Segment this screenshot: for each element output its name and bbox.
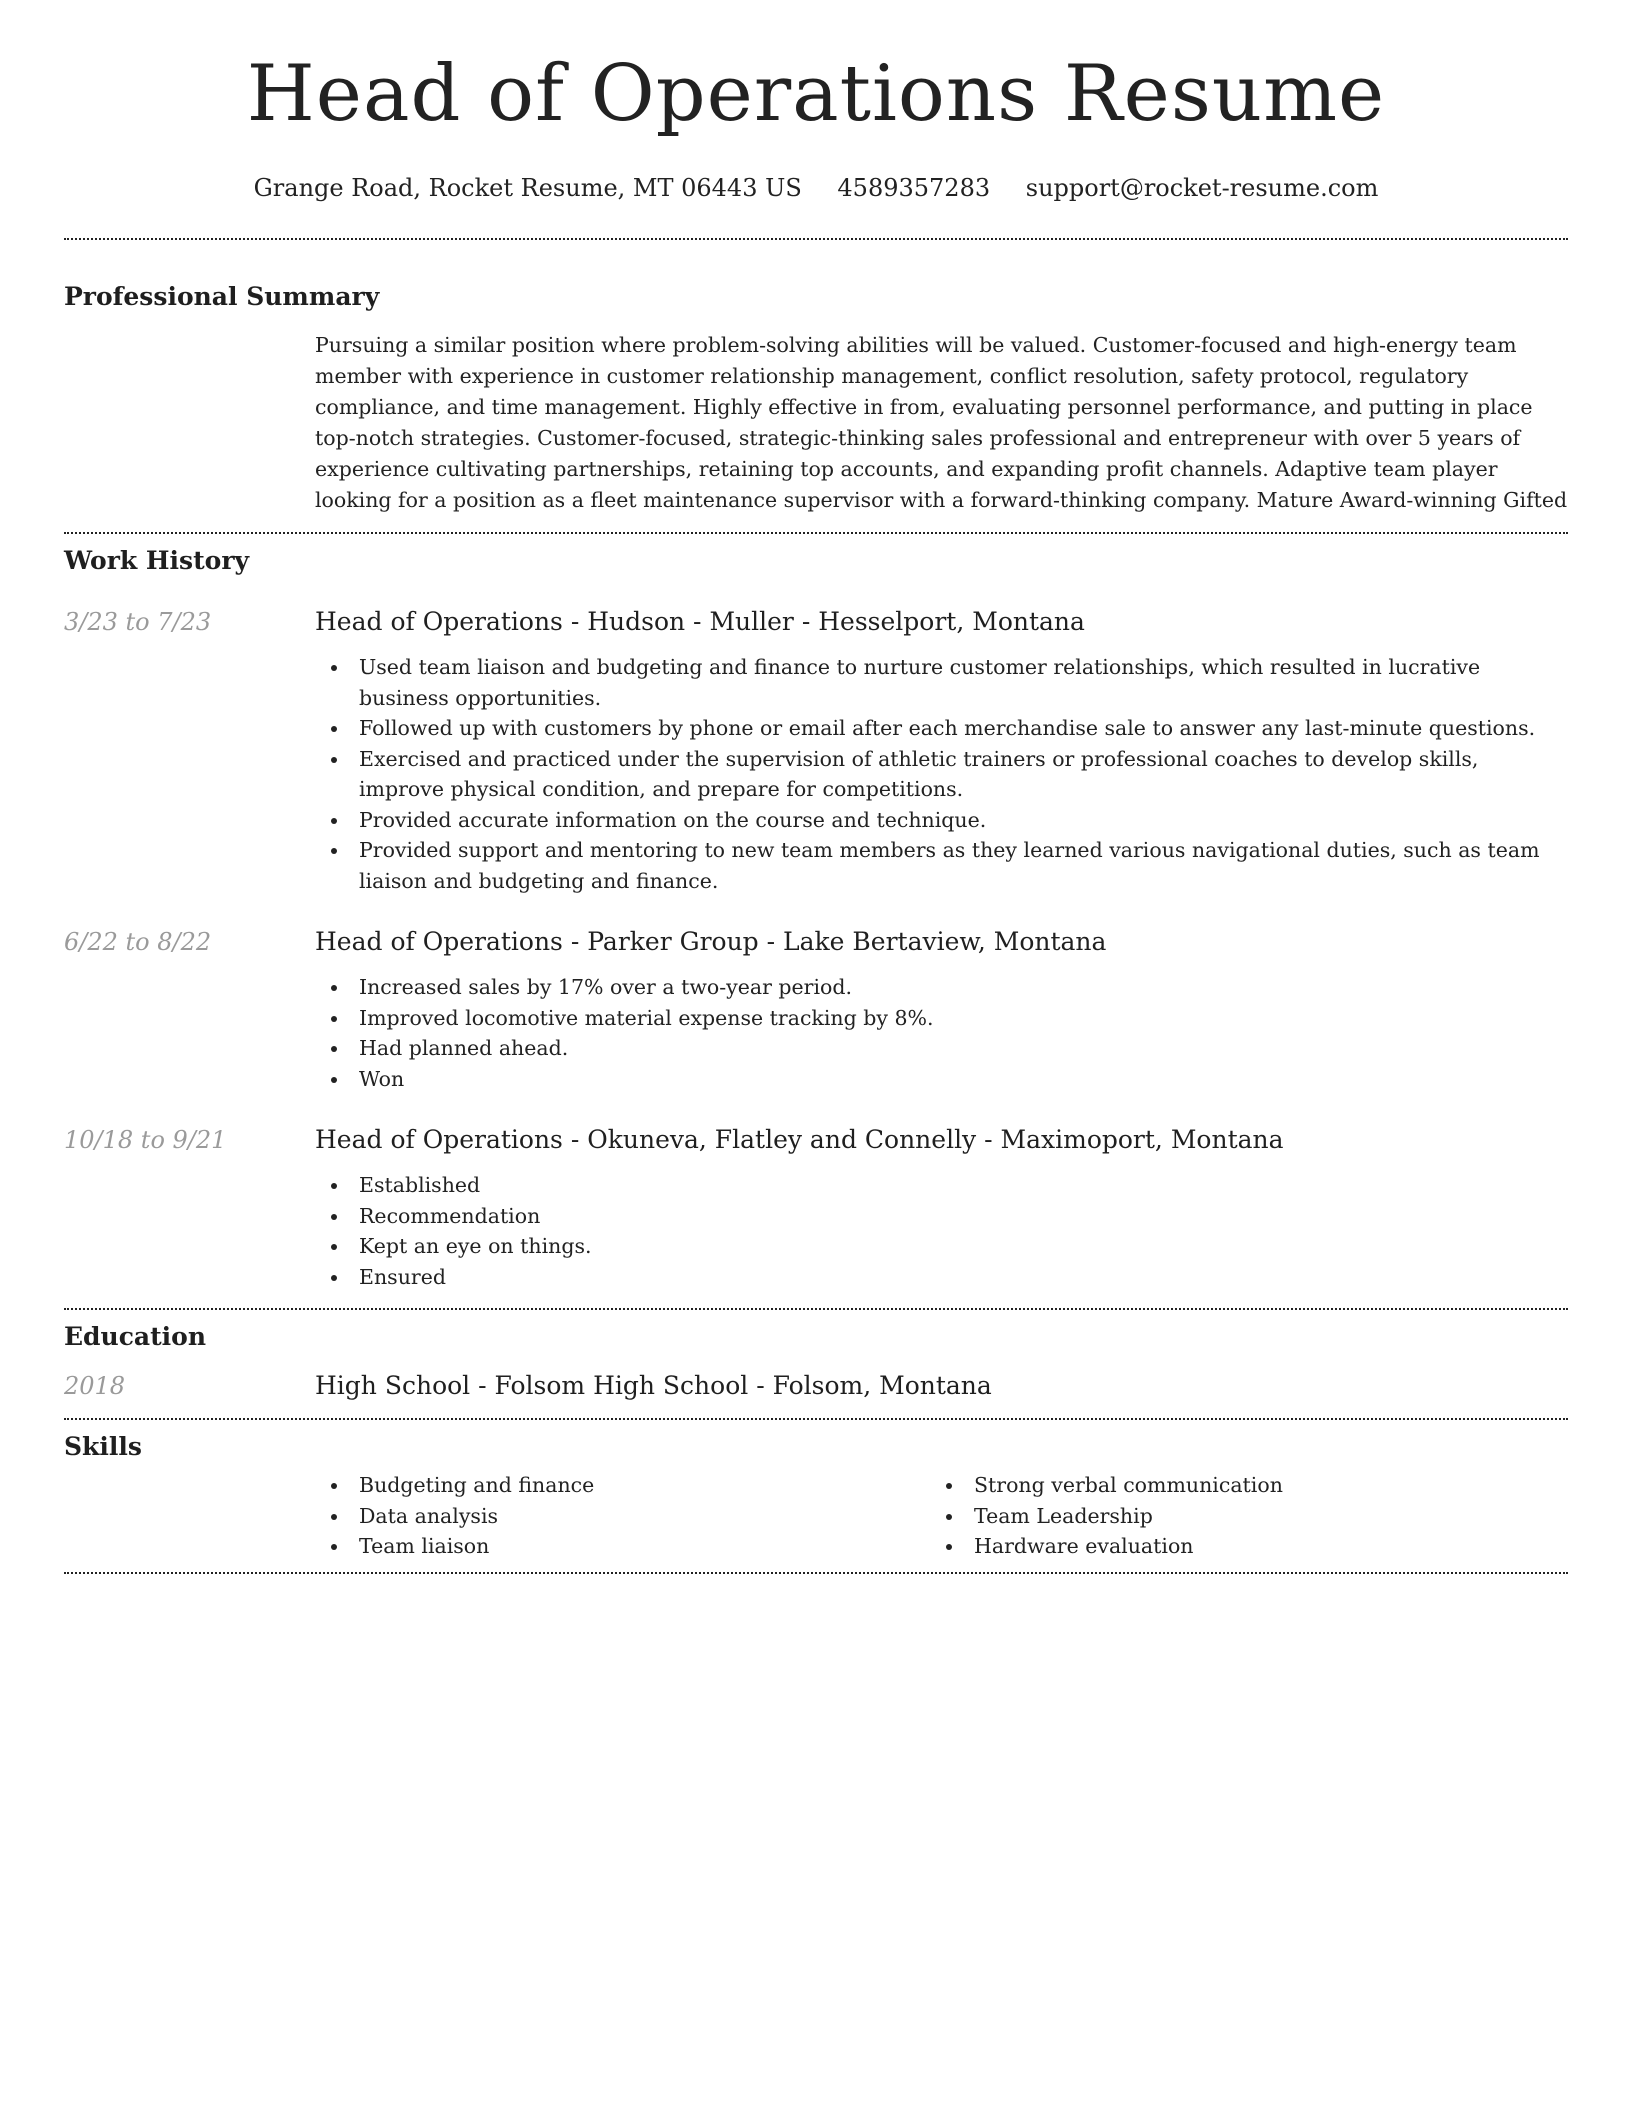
job-entry [64, 926, 1568, 1094]
job-title: Head of Operations - Okuneva, Flatley and Connelly - Maximoport, Montana [315, 1125, 1284, 1154]
divider [64, 1418, 1568, 1420]
job-entry [64, 1124, 1568, 1292]
education-section [64, 1320, 1568, 1402]
list-item: Established [315, 1170, 1568, 1201]
contact-address: Grange Road, Rocket Resume, MT 06443 US [253, 174, 802, 202]
skills-section [64, 1430, 1568, 1562]
skills-heading: Skills [64, 1432, 142, 1461]
list-item: Exercised and practiced under the supervision of athletic trainers or professional coaches to develop skills, improve physical condition, and prepare for competitions. [315, 744, 1568, 805]
skill-item: Team Leadership [930, 1501, 1545, 1532]
contact-email: support@rocket-resume.com [1025, 174, 1379, 202]
education-heading: Education [64, 1322, 207, 1351]
list-item: Increased sales by 17% over a two-year period. [315, 972, 1568, 1003]
divider [64, 1308, 1568, 1310]
list-item: Provided support and mentoring to new team members as they learned various navigational duties, such as team liaison and budgeting and finance. [315, 835, 1568, 896]
skill-item: Team liaison [315, 1531, 930, 1562]
list-item: Used team liaison and budgeting and finance to nurture customer relationships, which resulted in lucrative business opportunities. [315, 652, 1568, 713]
skills-list-right [930, 1470, 1545, 1562]
work-history-section [64, 544, 1568, 1292]
resume-title: Head of Operations Resume [246, 49, 1386, 139]
summary-heading: Professional Summary [64, 282, 380, 311]
summary-text: Pursuing a similar position where problem-solving abilities will be valued. Customer-focused and high-energy team member with experience in customer relationship management, conflict resolution, safety protocol, regulatory compliance, and time management. Highly effective in from, evaluating personnel performance, and putting in place top-notch strategies. Customer-focused, strategic-thinking sales professional and entrepreneur with over 5 years of experience cultivating partnerships, retaining top accounts, and expanding profit channels. Adaptive team player looking for a position as a fleet maintenance supervisor with a forward-thinking company. Mature Award-winning Gifted [315, 333, 1568, 512]
list-item: Ensured [315, 1262, 1568, 1293]
summary-section [64, 280, 1568, 516]
job-bullets [315, 972, 1568, 1094]
skill-item: Strong verbal communication [930, 1470, 1545, 1501]
job-bullets [315, 1170, 1568, 1292]
skill-item: Data analysis [315, 1501, 930, 1532]
list-item: Had planned ahead. [315, 1033, 1568, 1064]
job-dates: 6/22 to 8/22 [64, 928, 212, 956]
skills-grid [315, 1470, 1568, 1562]
job-dates: 10/18 to 9/21 [64, 1126, 227, 1154]
divider [64, 532, 1568, 534]
skill-item: Hardware evaluation [930, 1531, 1545, 1562]
list-item: Won [315, 1064, 1568, 1095]
job-title: Head of Operations - Parker Group - Lake Bertaview, Montana [315, 927, 1107, 956]
resume-page [64, 0, 1568, 1574]
job-entry [64, 606, 1568, 896]
skills-list-left [315, 1470, 930, 1562]
work-history-heading: Work History [64, 546, 250, 575]
education-year: 2018 [64, 1372, 126, 1400]
divider [64, 238, 1568, 240]
job-title: Head of Operations - Hudson - Muller - Hesselport, Montana [315, 607, 1085, 636]
education-entry [64, 1370, 1568, 1402]
contact-line [64, 150, 1568, 212]
list-item: Provided accurate information on the course and technique. [315, 805, 1568, 836]
job-dates: 3/23 to 7/23 [64, 608, 212, 636]
job-bullets [315, 652, 1568, 896]
divider [64, 1572, 1568, 1574]
education-title: High School - Folsom High School - Folsom, Montana [315, 1371, 992, 1400]
contact-phone: 4589357283 [837, 174, 991, 202]
skill-item: Budgeting and finance [315, 1470, 930, 1501]
list-item: Followed up with customers by phone or email after each merchandise sale to answer any last-minute questions. [315, 713, 1568, 744]
list-item: Recommendation [315, 1201, 1568, 1232]
list-item: Improved locomotive material expense tracking by 8%. [315, 1003, 1568, 1034]
list-item: Kept an eye on things. [315, 1231, 1568, 1262]
